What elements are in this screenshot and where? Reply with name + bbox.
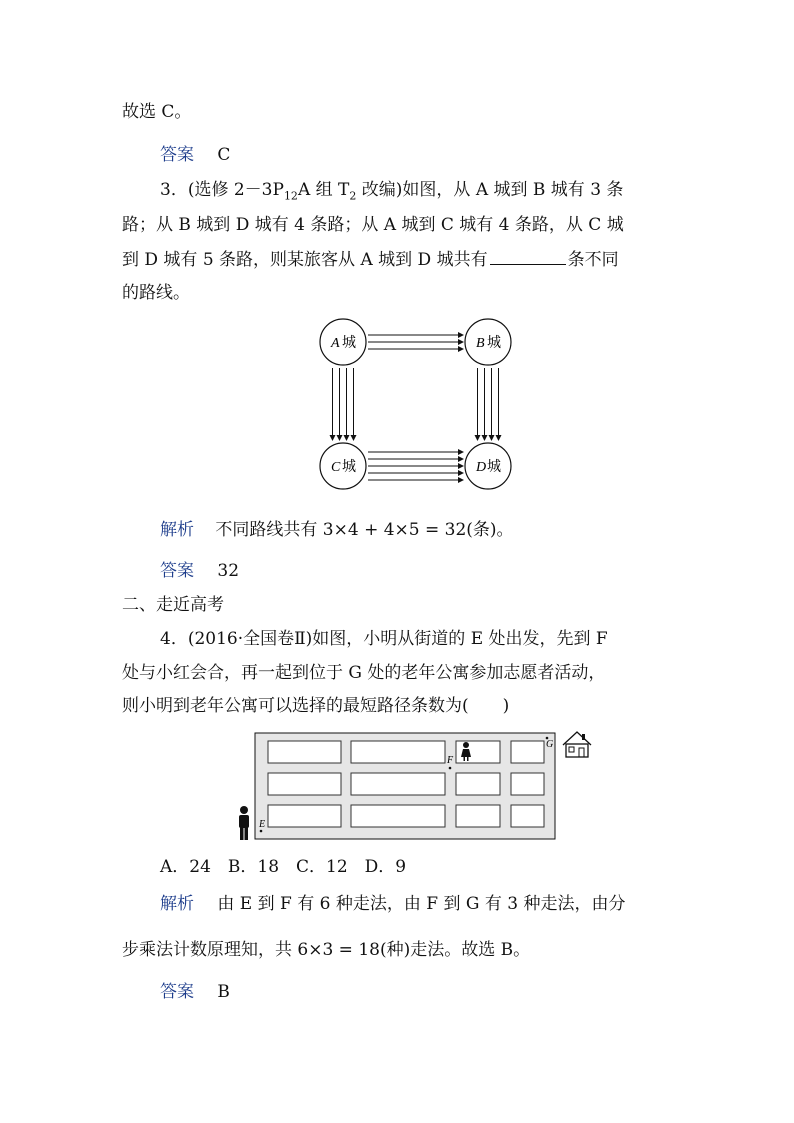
city-c-letter: C [331, 460, 341, 475]
point-g-label: G [546, 739, 554, 750]
q3-sub-1: 12 [283, 189, 298, 203]
answer-blank[interactable] [490, 246, 566, 265]
prev-answer [160, 143, 230, 167]
city-a [320, 319, 366, 365]
answer-value: B [217, 982, 230, 1002]
q3-sub-2: 2 [349, 189, 357, 203]
answer-label: 答案 [160, 145, 194, 165]
point-f-label: F [447, 755, 454, 766]
q4-analysis-1 [160, 892, 625, 916]
block [268, 773, 341, 795]
block [511, 805, 544, 827]
answer-label: 答案 [160, 561, 194, 581]
block [268, 741, 341, 763]
q3-line-3a: 到 D 城有 5 条路，则某旅客从 A 城到 D 城共有 [122, 250, 488, 270]
point-e-dot [260, 830, 263, 833]
city-d-suffix: 城 [487, 459, 501, 475]
block [511, 773, 544, 795]
block [511, 741, 544, 763]
q3-analysis [160, 518, 514, 542]
point-g-dot [546, 737, 549, 740]
q3-line-1 [160, 178, 623, 208]
city-c [320, 443, 366, 489]
block [351, 741, 445, 763]
q3-line-4: 的路线。 [122, 283, 190, 303]
q4-analysis-2: 步乘法计数原理知，共 6×3 = 18(种)走法。故选 B。 [122, 940, 531, 960]
city-d [465, 443, 511, 489]
house-icon [563, 732, 591, 757]
q3-line-2: 路；从 B 城到 D 城有 4 条路；从 A 城到 C 城有 4 条路，从 C 城 [122, 215, 624, 235]
point-e-label: E [259, 819, 266, 830]
q4-line-2: 处与小红会合，再一起到位于 G 处的老年公寓参加志愿者活动， [122, 663, 606, 683]
analysis-text: 由 E 到 F 有 6 种走法，由 F 到 G 有 3 种走法，由分 [217, 894, 626, 914]
city-a-letter: A [331, 336, 340, 351]
man-icon [239, 806, 249, 840]
analysis-label: 解析 [160, 520, 194, 540]
point-f-dot [449, 767, 452, 770]
q4-line-3: 则小明到老年公寓可以选择的最短路径条数为( ) [122, 696, 510, 716]
city-d-letter: D [476, 460, 487, 475]
city-a-suffix: 城 [342, 335, 356, 351]
city-b-letter: B [476, 336, 485, 351]
analysis-label: 解析 [160, 894, 194, 914]
q3-line-1b: A 组 T [297, 180, 350, 200]
q3-answer [160, 559, 239, 583]
prev-answer-tail: 故选 C。 [122, 102, 192, 122]
block [456, 805, 500, 827]
q3-line-1a: 3．(选修 2－3P [160, 180, 284, 200]
q3-line-3 [122, 246, 619, 272]
q4-line-1: 4．(2016·全国卷Ⅱ)如图，小明从街道的 E 处出发，先到 F [160, 629, 608, 649]
answer-label: 答案 [160, 982, 194, 1002]
answer-value: 32 [217, 561, 240, 581]
city-roads-figure [318, 312, 518, 492]
block [268, 805, 341, 827]
block [351, 773, 445, 795]
block [351, 805, 445, 827]
city-c-suffix: 城 [342, 459, 356, 475]
q4-answer [160, 980, 230, 1004]
block [456, 773, 500, 795]
analysis-text: 不同路线共有 3×4 + 4×5 = 32(条)。 [215, 520, 514, 540]
q3-line-1c: 改编)如图，从 A 城到 B 城有 3 条 [356, 180, 624, 200]
city-b-suffix: 城 [487, 335, 501, 351]
street-grid-figure [230, 728, 600, 843]
q4-options: A．24 B．18 C．12 D．9 [160, 857, 407, 877]
city-b [465, 319, 511, 365]
answer-value: C [217, 145, 231, 165]
q3-line-3b: 条不同 [567, 250, 619, 270]
section-title: 二、走近高考 [122, 595, 224, 615]
